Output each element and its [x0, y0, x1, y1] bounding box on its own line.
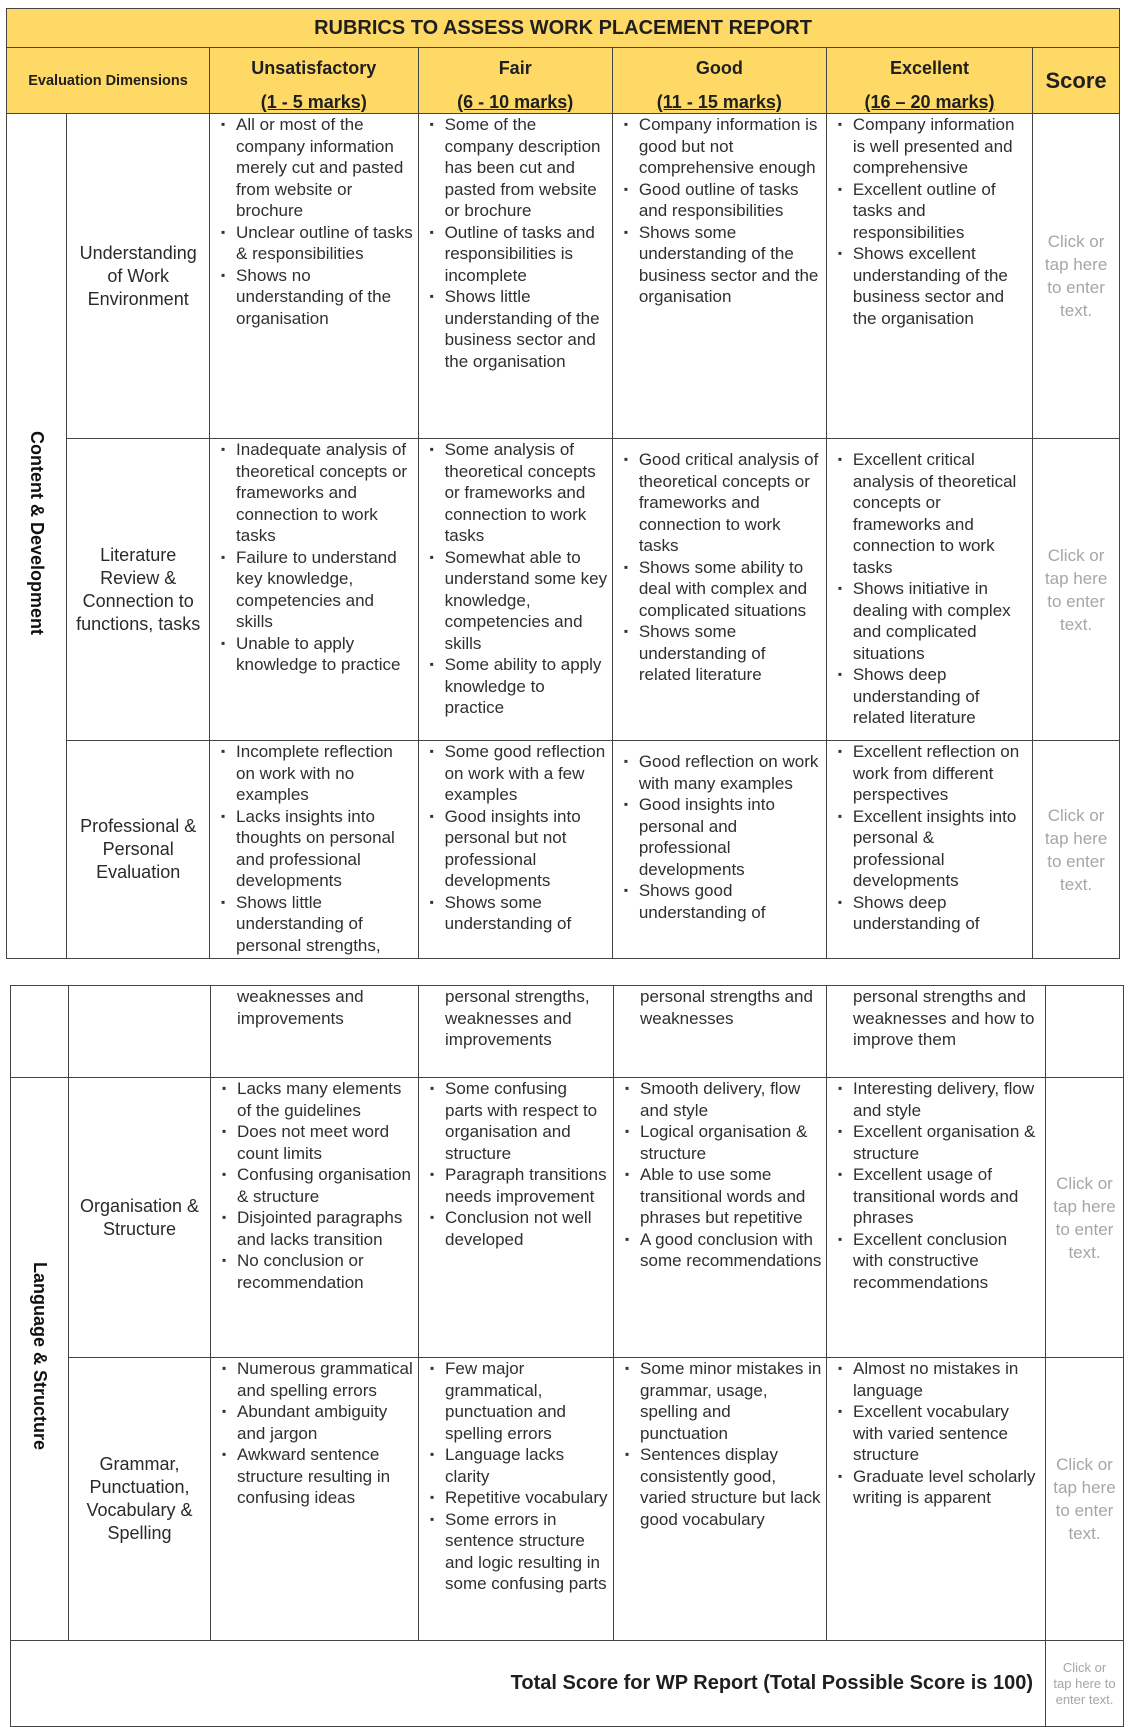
criterion: ▪ Excellent conclusion with constructive recommendations [853, 1229, 1041, 1294]
criteria-cell [826, 741, 1032, 959]
criterion: ▪ Shows little understanding of the business sector and the organisation [445, 286, 608, 372]
criterion: ▪ Shows initiative in dealing with complex and complicated situations [853, 578, 1028, 664]
criteria-cell [210, 114, 419, 439]
criterion: ▪ Shows some understanding of related literature [639, 621, 822, 686]
level-marks: (6 - 10 marks) [457, 92, 574, 112]
criterion: ▪ Abundant ambiguity and jargon [237, 1401, 414, 1444]
score-input[interactable]: Click or tap here to enter text. [1033, 741, 1120, 959]
criterion-continuation: personal strengths and weaknesses [640, 987, 813, 1028]
criteria-cell [612, 741, 826, 959]
criterion: ▪ A good conclusion with some recommendations [640, 1229, 822, 1272]
score-input[interactable]: Click or tap here to enter text. [1033, 439, 1120, 741]
rubric-table-part-2 [10, 985, 1124, 1727]
level-name: Unsatisfactory [251, 58, 377, 78]
criterion: ▪ Good reflection on work with many examples [639, 751, 822, 794]
criterion: ▪ Company information is well presented and comprehensive [853, 114, 1028, 179]
dimension-label: Grammar, Punctuation, Vocabulary & Spelling [69, 1358, 211, 1641]
dimension-label: Organisation & Structure [69, 1078, 211, 1358]
dimension-label: Professional & Personal Evaluation [67, 741, 210, 959]
criteria-cell [826, 114, 1032, 439]
criteria-cell [827, 1358, 1046, 1641]
header-evaluation-dimensions: Evaluation Dimensions [7, 48, 210, 114]
criteria-cell [612, 114, 826, 439]
criterion: ▪ Good insights into personal but not professional developments [445, 806, 608, 892]
criteria-cell [211, 1358, 419, 1641]
criterion: ▪ Shows some understanding of [445, 892, 608, 935]
criterion: ▪ Some of the company description has been cut and pasted from website or brochure [445, 114, 608, 222]
empty-cell [11, 986, 69, 1078]
criterion: ▪ Language lacks clarity [445, 1444, 609, 1487]
criterion: ▪ Interesting delivery, flow and style [853, 1078, 1041, 1121]
criteria-cell [614, 1358, 827, 1641]
criterion: ▪ Some errors in sentence structure and logic resulting in some confusing parts [445, 1509, 609, 1595]
level-name: Fair [498, 58, 532, 78]
criteria-cell [419, 1078, 614, 1358]
criterion: ▪ Smooth delivery, flow and style [640, 1078, 822, 1121]
header-score: Score [1033, 48, 1120, 114]
criterion: ▪ Unclear outline of tasks & responsibilities [236, 222, 414, 265]
criterion: ▪ Confusing organisation & structure [237, 1164, 414, 1207]
criterion: ▪ Company information is good but not comprehensive enough [639, 114, 822, 179]
criteria-cell [827, 986, 1046, 1078]
criteria-cell [614, 986, 827, 1078]
level-name: Good [695, 58, 743, 78]
criterion: ▪ Some good reflection on work with a few examples [445, 741, 608, 806]
criterion: ▪ Shows deep understanding of related literature [853, 664, 1028, 729]
level-marks: (11 - 15 marks) [656, 92, 782, 112]
criteria-cell [418, 439, 612, 741]
header-level-fair [418, 48, 612, 114]
criterion: ▪ Excellent insights into personal & professional developments [853, 806, 1028, 892]
criterion: ▪ Paragraph transitions needs improvement [445, 1164, 609, 1207]
criteria-cell [418, 741, 612, 959]
criteria-cell [419, 986, 614, 1078]
criterion: ▪ Disjointed paragraphs and lacks transition [237, 1207, 414, 1250]
criterion: ▪ Some analysis of theoretical concepts or frameworks and connection to work tasks [445, 439, 608, 547]
criterion: ▪ Shows deep understanding of [853, 892, 1028, 935]
criteria-cell [211, 1078, 419, 1358]
dimension-label: Literature Review & Connection to functions, tasks [67, 439, 210, 741]
criterion: ▪ Good outline of tasks and responsibilities [639, 179, 822, 222]
criterion: ▪ Shows some understanding of the business sector and the organisation [639, 222, 822, 308]
header-level-excellent [826, 48, 1032, 114]
criterion: ▪ Almost no mistakes in language [853, 1358, 1041, 1401]
criterion: ▪ Shows excellent understanding of the business sector and the organisation [853, 243, 1028, 329]
dimension-label: Understanding of Work Environment [67, 114, 210, 439]
criterion: ▪ Graduate level scholarly writing is apparent [853, 1466, 1041, 1509]
score-input[interactable]: Click or tap here to enter text. [1046, 1078, 1124, 1358]
section-content-development [7, 114, 67, 959]
criterion: ▪ Excellent usage of transitional words and phrases [853, 1164, 1041, 1229]
criterion: ▪ Some ability to apply knowledge to practice [445, 654, 608, 719]
criterion: ▪ Shows good understanding of [639, 880, 822, 923]
section-label: Language & Structure [30, 1262, 50, 1451]
criteria-cell [210, 439, 419, 741]
criterion: ▪ Excellent vocabulary with varied sentence structure [853, 1401, 1041, 1466]
rubric-title: RUBRICS TO ASSESS WORK PLACEMENT REPORT [7, 9, 1120, 48]
criteria-cell [210, 741, 419, 959]
criteria-cell [826, 439, 1032, 741]
criterion: ▪ Few major grammatical, punctuation and spelling errors [445, 1358, 609, 1444]
criterion: ▪ Failure to understand key knowledge, competencies and skills [236, 547, 414, 633]
total-score-input[interactable]: Click or tap here to enter text. [1046, 1641, 1124, 1727]
criterion: ▪ Repetitive vocabulary [445, 1487, 609, 1509]
criterion: ▪ Unable to apply knowledge to practice [236, 633, 414, 676]
criterion: ▪ Shows some ability to deal with complex and complicated situations [639, 557, 822, 622]
criterion: ▪ Awkward sentence structure resulting in confusing ideas [237, 1444, 414, 1509]
criterion: ▪ Excellent organisation & structure [853, 1121, 1041, 1164]
criteria-cell [419, 1358, 614, 1641]
criterion: ▪ Conclusion not well developed [445, 1207, 609, 1250]
criterion: ▪ Lacks insights into thoughts on personal and professional developments [236, 806, 414, 892]
criterion: ▪ Shows no understanding of the organisation [236, 265, 414, 330]
header-level-unsatisfactory [210, 48, 419, 114]
criterion: ▪ Sentences display consistently good, varied structure but lack good vocabulary [640, 1444, 822, 1530]
criterion: ▪ All or most of the company information merely cut and pasted from website or brochure [236, 114, 414, 222]
criterion: ▪ Excellent outline of tasks and responsibilities [853, 179, 1028, 244]
criterion: ▪ Numerous grammatical and spelling errors [237, 1358, 414, 1401]
criterion: ▪ Excellent reflection on work from different perspectives [853, 741, 1028, 806]
criterion: ▪ Some confusing parts with respect to organisation and structure [445, 1078, 609, 1164]
criterion: ▪ Lacks many elements of the guidelines [237, 1078, 414, 1121]
criteria-cell [418, 114, 612, 439]
criterion-continuation: weaknesses and improvements [237, 987, 364, 1028]
section-label: Content & Development [27, 431, 48, 636]
score-input[interactable]: Click or tap here to enter text. [1046, 1358, 1124, 1641]
criteria-cell [827, 1078, 1046, 1358]
level-marks: (16 – 20 marks) [864, 92, 995, 112]
criterion: ▪ Inadequate analysis of theoretical concepts or frameworks and connection to work tasks [236, 439, 414, 547]
criterion: ▪ Outline of tasks and responsibilities is incomplete [445, 222, 608, 287]
criterion: ▪ Logical organisation & structure [640, 1121, 822, 1164]
score-input[interactable]: Click or tap here to enter text. [1033, 114, 1120, 439]
criterion: ▪ Good critical analysis of theoretical concepts or frameworks and connection to work tasks [639, 449, 822, 557]
criteria-cell [612, 439, 826, 741]
criterion: ▪ No conclusion or recommendation [237, 1250, 414, 1293]
criterion: ▪ Able to use some transitional words and phrases but repetitive [640, 1164, 822, 1229]
empty-cell [1046, 986, 1124, 1078]
criteria-cell [614, 1078, 827, 1358]
empty-cell [69, 986, 211, 1078]
criteria-cell [211, 986, 419, 1078]
section-language-structure [11, 1078, 69, 1641]
level-marks: (1 - 5 marks) [260, 92, 367, 112]
total-score-label: Total Score for WP Report (Total Possible Score is 100) [11, 1641, 1046, 1727]
criterion-continuation: personal strengths, weaknesses and improvements [445, 987, 590, 1049]
criterion: ▪ Somewhat able to understand some key knowledge, competencies and skills [445, 547, 608, 655]
criterion: ▪ Does not meet word count limits [237, 1121, 414, 1164]
rubric-table-part-1 [6, 8, 1120, 959]
level-name: Excellent [889, 58, 970, 78]
criterion: ▪ Some minor mistakes in grammar, usage, spelling and punctuation [640, 1358, 822, 1444]
criterion: ▪ Shows little understanding of personal strengths, [236, 892, 414, 957]
header-level-good [612, 48, 826, 114]
criterion: ▪ Good insights into personal and professional developments [639, 794, 822, 880]
criterion: ▪ Incomplete reflection on work with no examples [236, 741, 414, 806]
criterion: ▪ Excellent critical analysis of theoretical concepts or frameworks and connection to work tasks [853, 449, 1028, 578]
criterion-continuation: personal strengths and weaknesses and how to improve them [853, 987, 1035, 1049]
